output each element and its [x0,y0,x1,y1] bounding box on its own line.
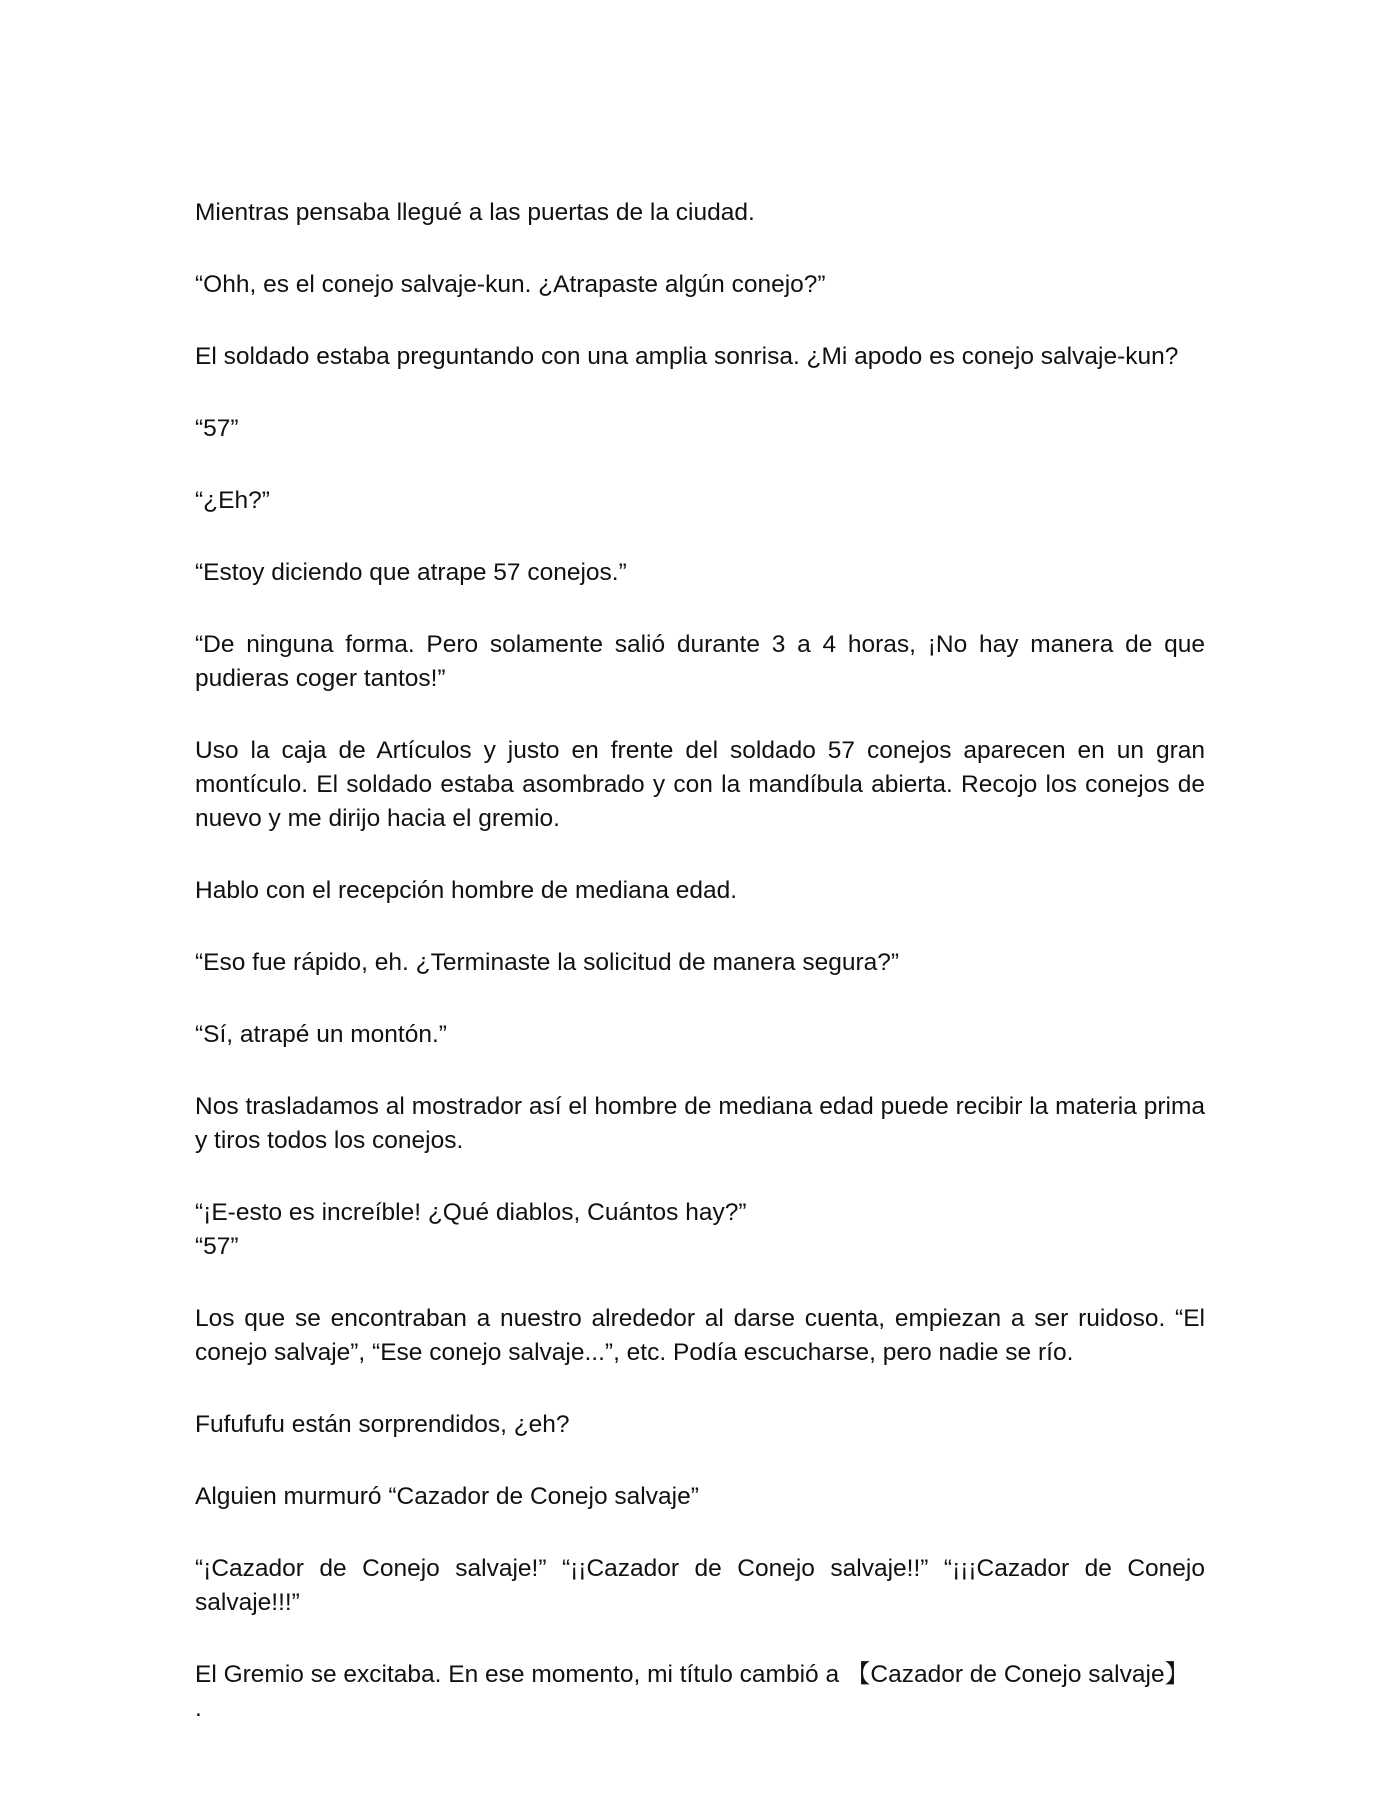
paragraph: “¿Eh?” [195,487,270,514]
paragraph: Mientras pensaba llegué a las puertas de la ciudad. [195,199,755,226]
paragraph: Alguien murmuró “Cazador de Conejo salvaje” [195,1483,699,1510]
paragraph: “¡E-esto es increíble! ¿Qué diablos, Cuántos hay?” “57” [195,1199,747,1260]
paragraph: “Sí, atrapé un montón.” [195,1021,447,1048]
paragraph: “Estoy diciendo que atrape 57 conejos.” [195,559,627,586]
paragraph: “Eso fue rápido, eh. ¿Terminaste la solicitud de manera segura?” [195,949,900,976]
paragraph: Uso la caja de Artículos y justo en frente del soldado 57 conejos aparecen en un gran montículo. El soldado estaba asombrado y con la mandíbula abierta. Recojo los conejos de nuevo y me dirijo hacia el gremio. [195,737,1205,832]
document-page [195,196,1205,1764]
paragraph: Nos trasladamos al mostrador así el hombre de mediana edad puede recibir la materia prima y tiros todos los conejos. [195,1093,1205,1154]
paragraph: El Gremio se excitaba. En ese momento, mi título cambió a 【Cazador de Conejo salvaje】 . [195,1661,1190,1722]
paragraph: “Ohh, es el conejo salvaje-kun. ¿Atrapaste algún conejo?” [195,271,826,298]
paragraph: “¡Cazador de Conejo salvaje!” “¡¡Cazador de Conejo salvaje!!” “¡¡¡Cazador de Conejo salvaje!!!” [195,1555,1205,1616]
paragraph: Los que se encontraban a nuestro alrededor al darse cuenta, empiezan a ser ruidoso. “El conejo salvaje”, “Ese conejo salvaje...”, etc. Podía escucharse, pero nadie se río. [195,1305,1205,1366]
paragraph: Hablo con el recepción hombre de mediana edad. [195,877,738,904]
paragraph: “De ninguna forma. Pero solamente salió durante 3 a 4 horas, ¡No hay manera de que pudieras coger tantos!” [195,631,1205,692]
paragraph: El soldado estaba preguntando con una amplia sonrisa. ¿Mi apodo es conejo salvaje-kun? [195,343,1179,370]
paragraph: Fufufufu están sorprendidos, ¿eh? [195,1411,570,1438]
paragraph: “57” [195,415,239,442]
